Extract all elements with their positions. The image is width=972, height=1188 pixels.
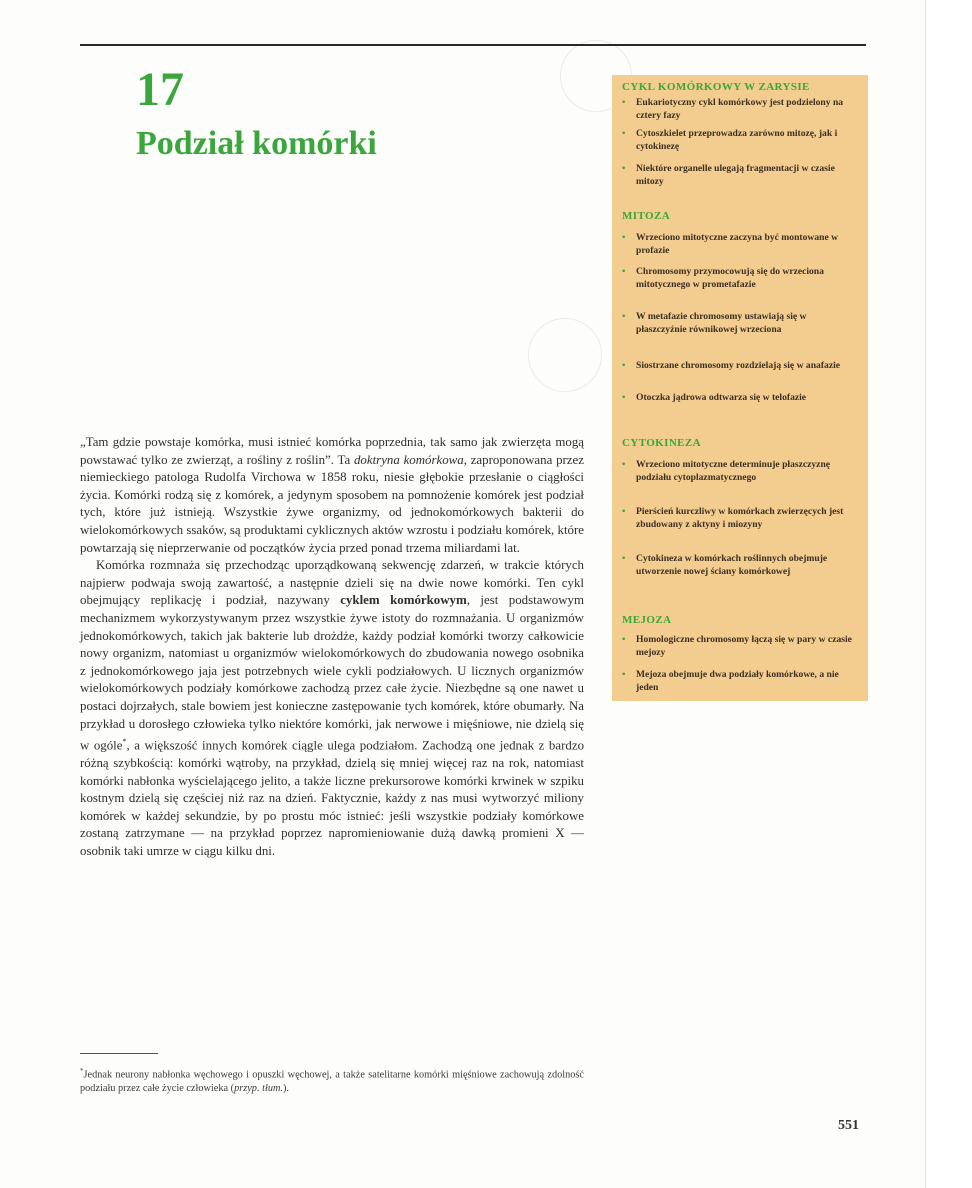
paragraph-2: Komórka rozmnaża się przechodząc uporządkowaną sekwencję zdarzeń, w trakcie których najpierw podwaja swoją zawartość, a następnie dzieli się na dwie nowe komórki. Ten cykl obejmujący replikację i podział, nazywany cyklem komórkowym, jest podstawowym mechanizmem wykorzystywanym przez wszystkie żywe istoty do rozmnażania. U organizmów jednokomórkowych, takich jak bakterie lub drożdże, każdy podział komórki tworzy całkowicie nowy organizm, natomiast u organizmów wielokomórkowych do zbudowania nowego osobnika z jednokomórkowego jaja jest potrzebnych wiele cykli podziałowych. U licznych organizmów wielokomórkowych podziały komórkowe zachodzą przez całe życie. Niezbędne są one nawet u postaci dojrzałych, stale bowiem jest konieczne zastępowanie tych komórek, które obumarły. Na przykład u dorosłego człowieka tylko niektóre komórki, jak nerwowe i mięśniowe, nie dzielą się w ogóle*, a większość innych komórek ciągle ulega podziałom. Zachodzą one jednak z bardzo różną szybkością: komórki wątroby, na przykład, dzielą się mniej więcej raz na rok, natomiast komórki nabłonka wyścielającego jelito, a także liczne prekursorowe komórki krwinek w szpiku kostnym dzielą się częściej niż raz na dzień. Faktycznie, każdy z nas musi wytworzyć miliony komórek w każdej sekundzie, by po prostu móc istnieć: jeśli wszystkie podziały komórkowe zostaną zatrzymane — na przykład poprzez napromieniowanie dużą dawką promieni X — osobnik taki umrze w ciągu kilku dni. [80, 558, 585, 858]
sidebar-item[interactable]: • Chromosomy przymocowują się do wrzeciona mitotycznego w prometafazie [622, 266, 824, 290]
sidebar-item[interactable]: • Cytoszkielet przeprowadza zarówno mitozę, jak i cytokinezę [622, 128, 838, 152]
sidebar-item[interactable]: • Eukariotyczny cykl komórkowy jest podzielony na cztery fazy [622, 97, 844, 121]
footnote-marker[interactable]: * [122, 737, 127, 747]
sidebar-heading: MEJOZA [622, 614, 672, 626]
sidebar-item[interactable]: • W metafazie chromosomy ustawiają się w płaszczyźnie równikowej wrzeciona [622, 311, 807, 335]
term-cell-doctrine: doktryna komórkowa [353, 452, 464, 467]
sidebar-item[interactable]: • Cytokineza w komórkach roślinnych obejmuje utworzenie nowej ściany komórkowej [622, 553, 828, 577]
sidebar-item[interactable]: • Mejoza obejmuje dwa podziały komórkowe, a nie jeden [622, 669, 839, 693]
footnote: *Jednak neurony nabłonka węchowego i opuszki węchowej, a także satelitarne komórki mięśniowe zachowują zdolność podziału przez całe życie człowieka (przyp. tłum.). [80, 1067, 584, 1095]
sidebar-item[interactable]: • Niektóre organelle ulegają fragmentacji w czasie mitozy [622, 163, 835, 187]
bleed-through-circle [528, 318, 602, 392]
footnote-rule [80, 1053, 158, 1054]
sidebar-item[interactable]: • Pierścień kurczliwy w komórkach zwierzęcych jest zbudowany z aktyny i miozyny [622, 506, 844, 530]
top-rule [80, 44, 866, 46]
sidebar-item[interactable]: • Wrzeciono mitotyczne determinuje płaszczyznę podziału cytoplazmatycznego [622, 459, 831, 483]
sidebar-item[interactable]: • Wrzeciono mitotyczne zaczyna być montowane w profazie [622, 232, 839, 256]
scan-margin [925, 0, 972, 1188]
sidebar-heading: CYKL KOMÓRKOWY W ZARYSIE [622, 81, 810, 93]
term-cell-cycle: cyklem komórkowym [340, 593, 467, 608]
sidebar-item[interactable]: • Homologiczne chromosomy łączą się w pary w czasie mejozy [622, 634, 852, 658]
sidebar-heading: CYTOKINEZA [622, 437, 701, 449]
paragraph-1: „Tam gdzie powstaje komórka, musi istnieć komórka poprzednia, tak samo jak zwierzęta mogą powstawać tylko ze zwierząt, a rośliny z roślin”. Ta doktryna komórkowa, zaproponowana przez niemieckiego patologa Rudolfa Virchowa w 1858 roku, niesie głębokie przesłanie o ciągłości życia. Komórki rodzą się z komórek, a jedynym sposobem na pomnożenie komórek jest podział tych, które już istnieją. Wszystkie żywe organizmy, od jednokomórkowych bakterii do wielokomórkowych ssaków, są produktami cyklicznych aktów wzrostu i podziału komórek, które powtarzają się nieprzerwanie od początków życia przed ponad trzema miliardami lat. [80, 435, 584, 555]
sidebar-item[interactable]: • Otoczka jądrowa odtwarza się w telofazie [622, 392, 807, 403]
chapter-number: 17 [136, 63, 184, 116]
sidebar-heading: MITOZA [622, 210, 671, 222]
main-text [80, 434, 584, 861]
chapter-title: Podział komórki [136, 125, 377, 162]
sidebar-item[interactable]: • Siostrzane chromosomy rozdzielają się w anafazie [622, 360, 841, 371]
page-number: 551 [838, 1118, 859, 1133]
